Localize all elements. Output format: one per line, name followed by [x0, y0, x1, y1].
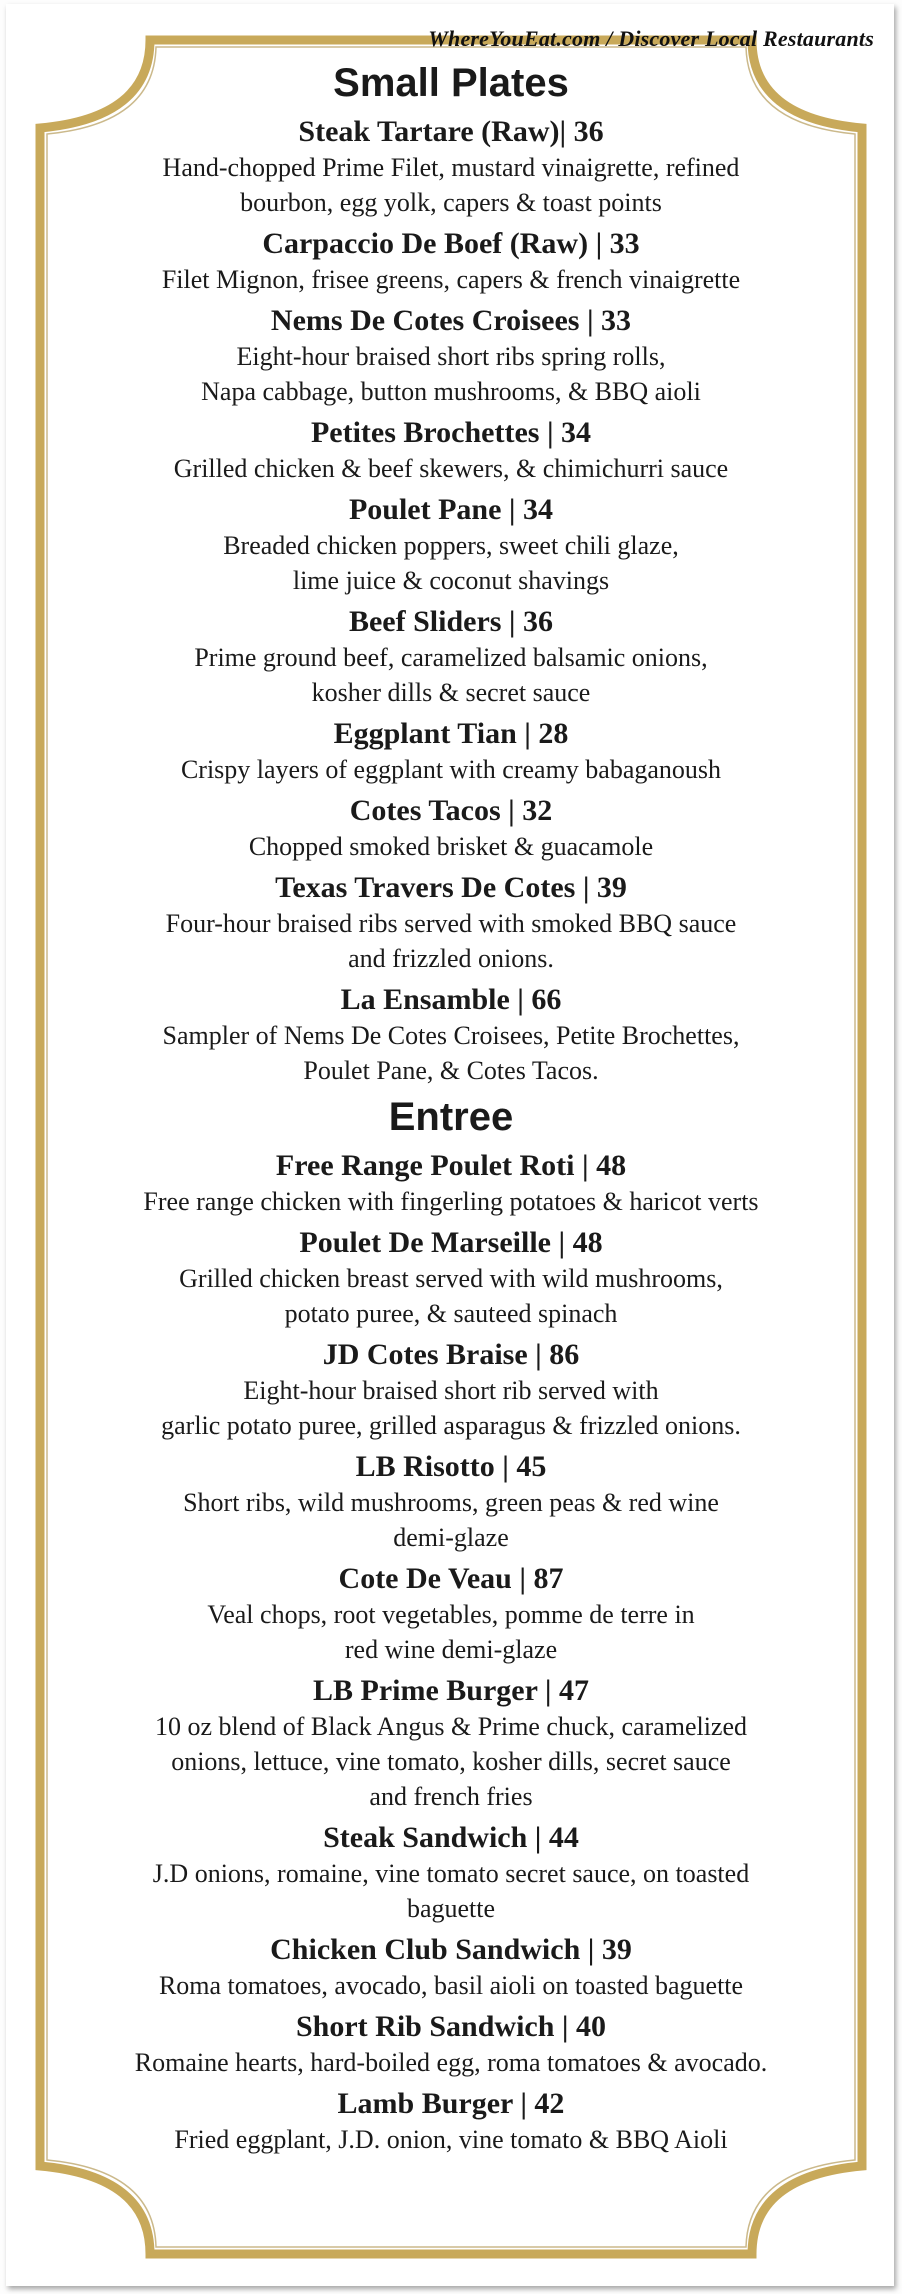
menu-item — [60, 114, 842, 220]
item-description: J.D onions, romaine, vine tomato secret sauce, on toasted baguette — [152, 1859, 750, 1923]
menu-item — [60, 1820, 842, 1926]
item-description: Free range chicken with fingerling potatoes & haricot verts — [143, 1187, 759, 1216]
menu-item — [60, 982, 842, 1088]
item-name: La Ensamble | 66 — [340, 983, 562, 1016]
item-description: Sampler of Nems De Cotes Croisees, Petite Brochettes, Poulet Pane, & Cotes Tacos. — [162, 1021, 740, 1085]
menu-item — [60, 1337, 842, 1443]
item-name: Free Range Poulet Roti | 48 — [275, 1149, 627, 1182]
item-name: Nems De Cotes Croisees | 33 — [270, 304, 632, 337]
menu-item — [60, 2086, 842, 2157]
watermark-text: WhereYouEat.com / Discover Local Restaurants — [428, 26, 874, 51]
item-name: Steak Tartare (Raw)| 36 — [298, 115, 604, 148]
item-name: Beef Sliders | 36 — [348, 605, 554, 638]
menu-item — [60, 1148, 842, 1219]
menu-item — [60, 716, 842, 787]
menu-item — [60, 793, 842, 864]
menu-item — [60, 1449, 842, 1555]
menu-item — [60, 492, 842, 598]
menu-item — [60, 870, 842, 976]
item-name: Eggplant Tian | 28 — [333, 717, 569, 750]
item-name: JD Cotes Braise | 86 — [322, 1338, 580, 1371]
item-name: Short Rib Sandwich | 40 — [295, 2010, 607, 2043]
menu-item — [60, 1225, 842, 1331]
item-name: Poulet De Marseille | 48 — [299, 1226, 603, 1259]
item-description: Veal chops, root vegetables, pomme de terre in red wine demi-glaze — [207, 1600, 695, 1664]
menu-item — [60, 2009, 842, 2080]
item-description: Breaded chicken poppers, sweet chili glaze, lime juice & coconut shavings — [223, 531, 679, 595]
item-description: Romaine hearts, hard-boiled egg, roma tomatoes & avocado. — [134, 2048, 768, 2077]
item-description: Eight-hour braised short ribs spring rolls, Napa cabbage, button mushrooms, & BBQ aioli — [201, 342, 701, 406]
item-name: Cotes Tacos | 32 — [349, 794, 553, 827]
item-name: Steak Sandwich | 44 — [323, 1821, 579, 1854]
item-description: Short ribs, wild mushrooms, green peas & red wine demi-glaze — [183, 1488, 719, 1552]
menu-item — [60, 226, 842, 297]
item-name: Chicken Club Sandwich | 39 — [270, 1933, 632, 1966]
menu-item — [60, 1673, 842, 1814]
item-description: Hand-chopped Prime Filet, mustard vinaigrette, refined bourbon, egg yolk, capers & toast points — [162, 153, 740, 217]
item-description: 10 oz blend of Black Angus & Prime chuck, caramelized onions, lettuce, vine tomato, kosher dills, secret sauce and french fries — [154, 1712, 748, 1811]
menu-item — [60, 604, 842, 710]
item-name: Carpaccio De Boef (Raw) | 33 — [262, 227, 640, 260]
item-description: Chopped smoked brisket & guacamole — [248, 832, 654, 861]
item-name: Cote De Veau | 87 — [338, 1562, 564, 1595]
item-description: Fried eggplant, J.D. onion, vine tomato & BBQ Aioli — [174, 2125, 728, 2154]
item-description: Filet Mignon, frisee greens, capers & french vinaigrette — [161, 265, 741, 294]
item-name: LB Prime Burger | 47 — [312, 1674, 589, 1707]
item-name: LB Risotto | 45 — [355, 1450, 547, 1483]
item-description: Grilled chicken breast served with wild mushrooms, potato puree, & sauteed spinach — [179, 1264, 723, 1328]
menu-item — [60, 415, 842, 486]
menu-item — [60, 303, 842, 409]
item-description: Eight-hour braised short rib served with garlic potato puree, grilled asparagus & frizzled onions. — [161, 1376, 741, 1440]
menu-item — [60, 1561, 842, 1667]
item-name: Petites Brochettes | 34 — [310, 416, 592, 449]
section-title-small-plates: Small Plates — [333, 61, 569, 105]
menu-item — [60, 1932, 842, 2003]
menu-content — [60, 58, 842, 2157]
item-description: Four-hour braised ribs served with smoked BBQ sauce and frizzled onions. — [165, 909, 737, 973]
item-description: Roma tomatoes, avocado, basil aioli on toasted baguette — [158, 1971, 744, 2000]
item-description: Grilled chicken & beef skewers, & chimichurri sauce — [173, 454, 729, 483]
item-description: Prime ground beef, caramelized balsamic onions, kosher dills & secret sauce — [194, 643, 708, 707]
item-name: Poulet Pane | 34 — [348, 493, 554, 526]
item-name: Texas Travers De Cotes | 39 — [275, 871, 627, 904]
item-name: Lamb Burger | 42 — [337, 2087, 565, 2120]
item-description: Crispy layers of eggplant with creamy babaganoush — [180, 755, 722, 784]
section-title-entree: Entree — [388, 1095, 514, 1139]
